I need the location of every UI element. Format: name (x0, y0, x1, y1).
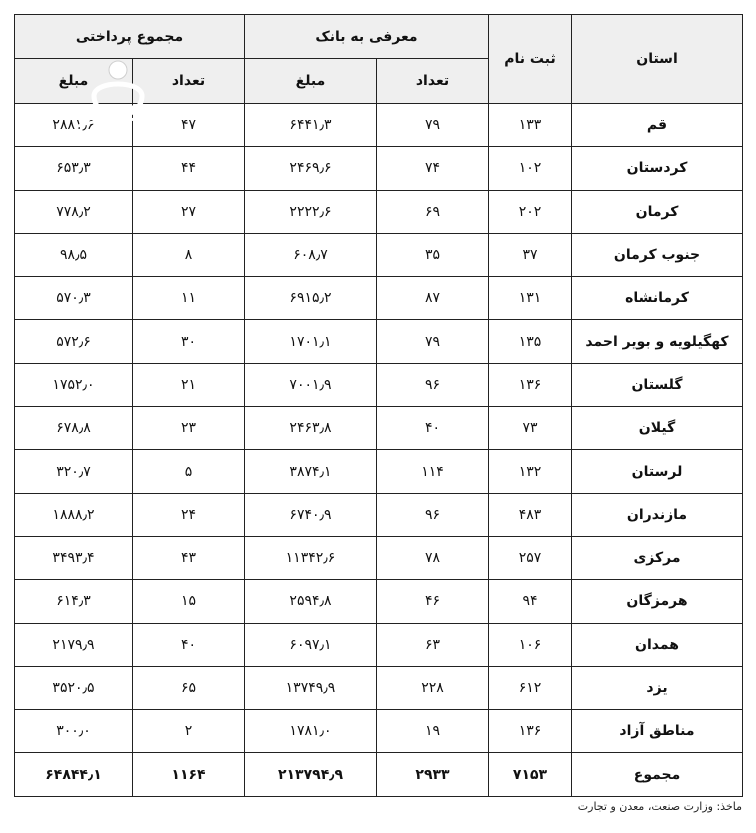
cell-registration: ۱۳۱ (489, 277, 572, 320)
cell-registration: ۳۷ (489, 233, 572, 276)
cell-referred-count: ۷۹ (377, 320, 489, 363)
cell-paid-count: ۱۱ (133, 277, 245, 320)
cell-referred-amount: ۱۷۰۱٫۱ (245, 320, 377, 363)
cell-referred-count: ۱۱۴ (377, 450, 489, 493)
cell-paid-amount: ۳۴۹۳٫۴ (15, 536, 133, 579)
cell-registration: ۶۱۲ (489, 666, 572, 709)
cell-registration: ۱۳۳ (489, 104, 572, 147)
cell-paid-amount: ۱۷۵۲٫۰ (15, 363, 133, 406)
cell-province: یزد (572, 666, 743, 709)
cell-registration: ۷۳ (489, 407, 572, 450)
cell-referred-count: ۶۳ (377, 623, 489, 666)
table-row (15, 363, 743, 406)
cell-paid-amount: ۶۴۸۴۴٫۱ (15, 753, 133, 796)
cell-paid-amount: ۳۵۲۰٫۵ (15, 666, 133, 709)
cell-paid-count: ۴۴ (133, 147, 245, 190)
table-body (15, 104, 743, 797)
cell-paid-count: ۱۵ (133, 580, 245, 623)
cell-province: گیلان (572, 407, 743, 450)
cell-registration: ۱۳۵ (489, 320, 572, 363)
cell-referred-count: ۴۰ (377, 407, 489, 450)
cell-referred-count: ۹۶ (377, 363, 489, 406)
cell-referred-amount: ۲۲۲۲٫۶ (245, 190, 377, 233)
cell-registration: ۱۰۲ (489, 147, 572, 190)
cell-referred-count: ۳۵ (377, 233, 489, 276)
cell-province: کرمانشاه (572, 277, 743, 320)
cell-referred-amount: ۷۰۰۱٫۹ (245, 363, 377, 406)
header-total-paid: مجموع پرداختی (15, 15, 245, 59)
cell-province: مرکزی (572, 536, 743, 579)
cell-referred-amount: ۲۱۳۷۹۴٫۹ (245, 753, 377, 796)
cell-registration: ۱۳۶ (489, 363, 572, 406)
cell-paid-count: ۵ (133, 450, 245, 493)
provincial-loans-table (14, 14, 743, 797)
cell-referred-amount: ۱۳۷۴۹٫۹ (245, 666, 377, 709)
cell-paid-count: ۴۳ (133, 536, 245, 579)
cell-paid-count: ۶۵ (133, 666, 245, 709)
cell-referred-count: ۷۴ (377, 147, 489, 190)
total-row (15, 753, 743, 796)
cell-province: کردستان (572, 147, 743, 190)
table-row (15, 320, 743, 363)
cell-referred-count: ۷۹ (377, 104, 489, 147)
cell-registration: ۲۵۷ (489, 536, 572, 579)
table-row (15, 580, 743, 623)
cell-referred-count: ۲۹۳۳ (377, 753, 489, 796)
cell-paid-amount: ۲۸۸۱٫۶ (15, 104, 133, 147)
table-row (15, 710, 743, 753)
cell-paid-amount: ۳۲۰٫۷ (15, 450, 133, 493)
table-row (15, 536, 743, 579)
cell-referred-amount: ۲۴۶۹٫۶ (245, 147, 377, 190)
cell-registration: ۴۸۳ (489, 493, 572, 536)
cell-referred-count: ۲۲۸ (377, 666, 489, 709)
cell-province: لرستان (572, 450, 743, 493)
cell-paid-count: ۸ (133, 233, 245, 276)
statistics-table-container (14, 14, 742, 797)
cell-referred-count: ۷۸ (377, 536, 489, 579)
header-paid-count: تعداد (133, 59, 245, 104)
table-row (15, 666, 743, 709)
source-note: ماخذ: وزارت صنعت، معدن و تجارت (577, 800, 742, 813)
cell-registration: ۲۰۲ (489, 190, 572, 233)
cell-referred-count: ۹۶ (377, 493, 489, 536)
table-row (15, 623, 743, 666)
cell-paid-amount: ۷۷۸٫۲ (15, 190, 133, 233)
cell-province: مجموع (572, 753, 743, 796)
cell-referred-count: ۸۷ (377, 277, 489, 320)
cell-paid-count: ۲۳ (133, 407, 245, 450)
cell-province: همدان (572, 623, 743, 666)
cell-paid-count: ۲۴ (133, 493, 245, 536)
cell-paid-count: ۲ (133, 710, 245, 753)
cell-referred-amount: ۶۴۴۱٫۳ (245, 104, 377, 147)
cell-province: هرمزگان (572, 580, 743, 623)
cell-referred-amount: ۱۷۸۱٫۰ (245, 710, 377, 753)
table-row (15, 233, 743, 276)
cell-province: مناطق آزاد (572, 710, 743, 753)
cell-referred-count: ۶۹ (377, 190, 489, 233)
cell-referred-amount: ۶۹۱۵٫۲ (245, 277, 377, 320)
cell-registration: ۱۳۲ (489, 450, 572, 493)
cell-referred-amount: ۳۸۷۴٫۱ (245, 450, 377, 493)
cell-referred-count: ۴۶ (377, 580, 489, 623)
table-row (15, 104, 743, 147)
cell-paid-amount: ۵۷۲٫۶ (15, 320, 133, 363)
table-row (15, 407, 743, 450)
cell-province: کرمان (572, 190, 743, 233)
header-registration: ثبت نام (489, 15, 572, 104)
cell-province: گلستان (572, 363, 743, 406)
header-referred-amount: مبلغ (245, 59, 377, 104)
table-row (15, 147, 743, 190)
cell-paid-count: ۲۷ (133, 190, 245, 233)
cell-province: مازندران (572, 493, 743, 536)
cell-referred-amount: ۲۴۶۳٫۸ (245, 407, 377, 450)
cell-registration: ۱۳۶ (489, 710, 572, 753)
cell-registration: ۱۰۶ (489, 623, 572, 666)
cell-province: قم (572, 104, 743, 147)
cell-paid-count: ۴۰ (133, 623, 245, 666)
cell-paid-count: ۴۷ (133, 104, 245, 147)
header-referred-count: تعداد (377, 59, 489, 104)
cell-registration: ۹۴ (489, 580, 572, 623)
cell-paid-amount: ۱۸۸۸٫۲ (15, 493, 133, 536)
cell-province: کهگیلویه و بویر احمد (572, 320, 743, 363)
cell-referred-amount: ۶۷۴۰٫۹ (245, 493, 377, 536)
cell-paid-amount: ۲۱۷۹٫۹ (15, 623, 133, 666)
table-row (15, 190, 743, 233)
header-referred-to-bank: معرفی به بانک (245, 15, 489, 59)
cell-paid-amount: ۹۸٫۵ (15, 233, 133, 276)
table-row (15, 450, 743, 493)
cell-paid-amount: ۵۷۰٫۳ (15, 277, 133, 320)
header-province: استان (572, 15, 743, 104)
cell-referred-amount: ۲۵۹۴٫۸ (245, 580, 377, 623)
cell-registration: ۷۱۵۳ (489, 753, 572, 796)
cell-paid-amount: ۶۵۳٫۳ (15, 147, 133, 190)
cell-paid-amount: ۳۰۰٫۰ (15, 710, 133, 753)
table-row (15, 493, 743, 536)
cell-referred-amount: ۶۰۹۷٫۱ (245, 623, 377, 666)
cell-paid-count: ۲۱ (133, 363, 245, 406)
cell-paid-count: ۳۰ (133, 320, 245, 363)
cell-paid-count: ۱۱۶۴ (133, 753, 245, 796)
cell-paid-amount: ۶۱۴٫۳ (15, 580, 133, 623)
cell-referred-amount: ۱۱۳۴۲٫۶ (245, 536, 377, 579)
header-paid-amount: مبلغ (15, 59, 133, 104)
cell-referred-count: ۱۹ (377, 710, 489, 753)
cell-paid-amount: ۶۷۸٫۸ (15, 407, 133, 450)
table-row (15, 277, 743, 320)
cell-referred-amount: ۶۰۸٫۷ (245, 233, 377, 276)
cell-province: جنوب کرمان (572, 233, 743, 276)
